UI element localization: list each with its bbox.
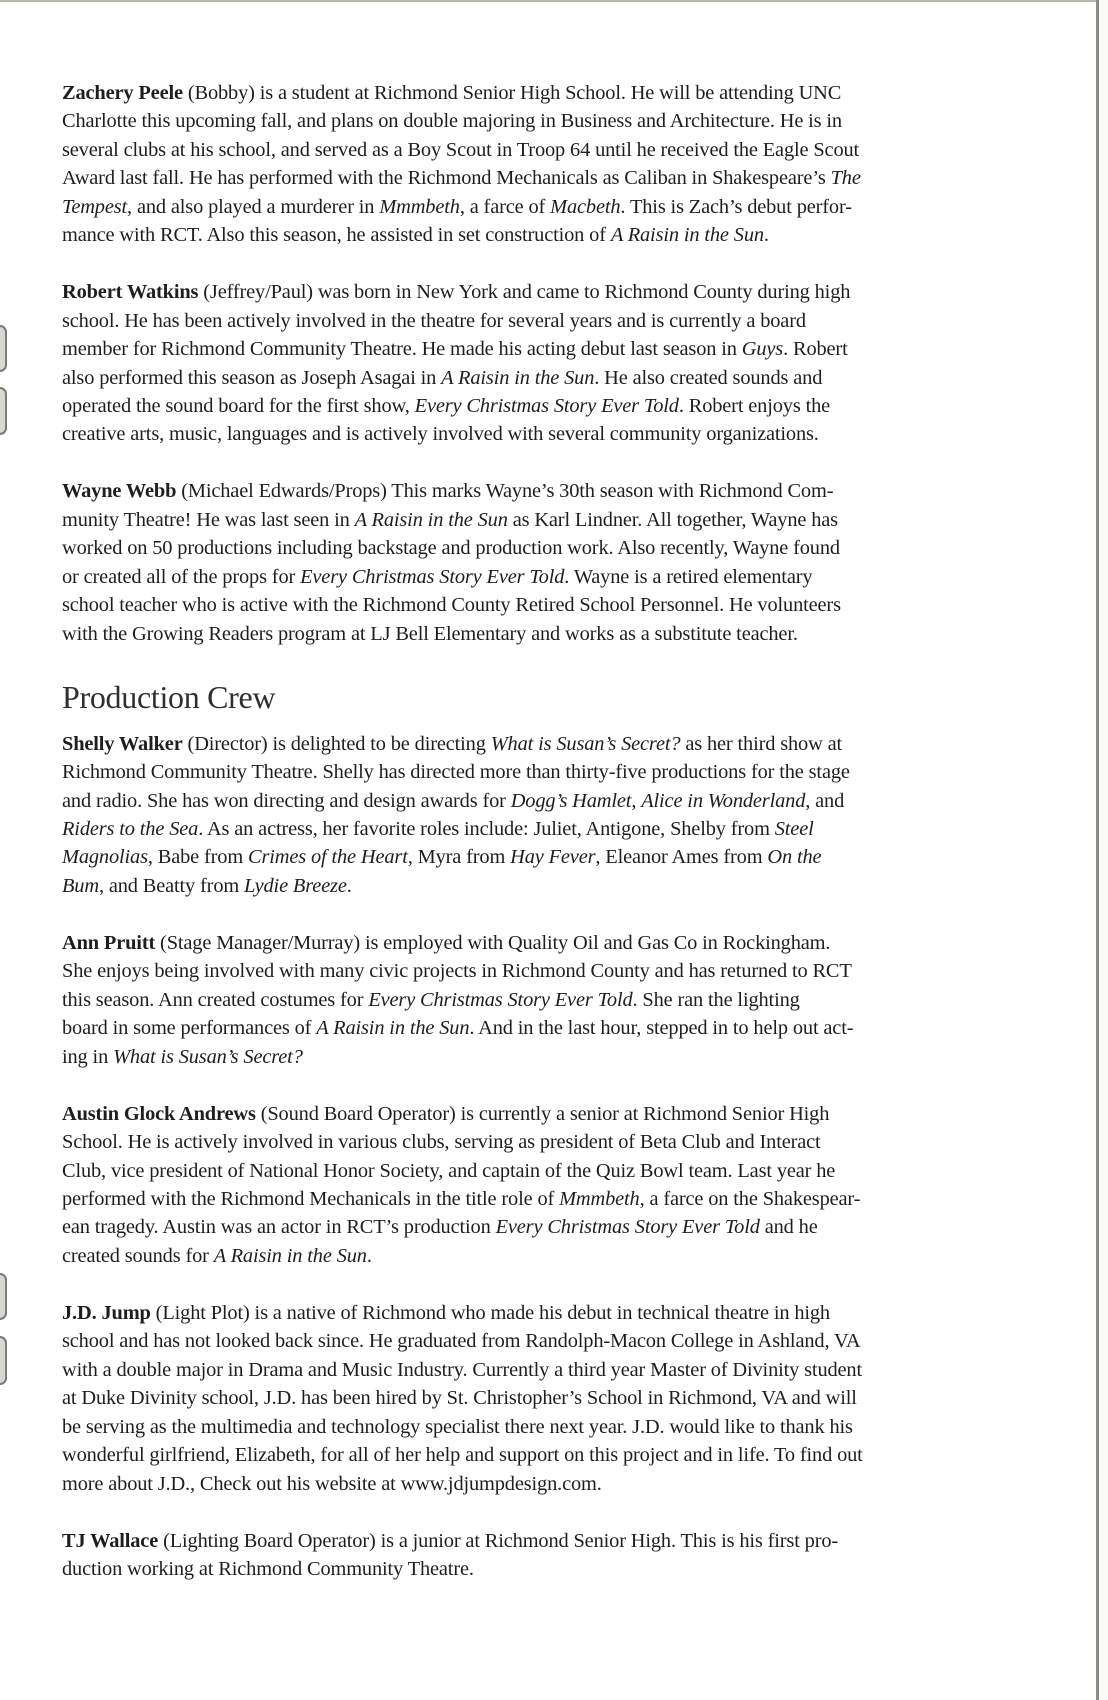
page-top-edge (0, 0, 1098, 2)
page-right-margin (1099, 0, 1108, 1700)
body-text: board in some performances of (62, 1017, 317, 1040)
text-line (62, 1242, 1022, 1270)
work-title: Bum (62, 874, 99, 897)
body-text: (Stage Manager/Murray) is employed with Quality Oil and Gas Co in Rockingham. (155, 931, 831, 954)
body-text: . (346, 874, 352, 897)
work-title: On the (767, 846, 822, 869)
text-line (62, 620, 1022, 648)
text-line (62, 1356, 1022, 1384)
text-line (62, 815, 1022, 843)
body-text: Award last fall. He has performed with the Richmond Mechanicals as Caliban in Shakespeare’s (62, 167, 831, 190)
text-line (62, 335, 1022, 363)
body-text: mance with RCT. Also this season, he assisted in set construction of (62, 224, 611, 247)
body-text: She enjoys being involved with many civic projects in Richmond County and has returned to RCT (62, 960, 852, 983)
text-line (62, 843, 1022, 871)
body-text: several clubs at his school, and served as a Boy Scout in Troop 64 until he received the Eagle Scout (62, 138, 860, 161)
text-line (62, 591, 1022, 619)
text-line (62, 221, 1022, 249)
work-title: Every Christmas Story Ever Told (300, 565, 565, 588)
body-text: (Director) is delighted to be directing (182, 732, 491, 755)
body-text: with a double major in Drama and Music Industry. Currently a third year Master of Divinity student (62, 1358, 862, 1381)
body-text: as Karl Lindner. All together, Wayne has (507, 508, 838, 531)
text-line (62, 1014, 1022, 1042)
text-line (62, 758, 1022, 786)
body-text: also performed this season as Joseph Asagai in (62, 366, 442, 389)
person-name: J.D. Jump (62, 1301, 151, 1324)
body-text: , a farce on the Shakespear- (639, 1188, 861, 1210)
bio-paragraph-robert-watkins (62, 278, 1022, 449)
body-text: . (366, 1244, 372, 1267)
work-title: A Raisin in the Sun (316, 1017, 470, 1040)
text-line (62, 1213, 1022, 1241)
work-title: Hay Fever (510, 846, 596, 869)
text-line (62, 1327, 1022, 1355)
text-line (62, 193, 1022, 221)
bio-paragraph-zachery-peele (62, 79, 1022, 250)
text-line (62, 1413, 1022, 1441)
work-title: Riders to the Sea (62, 818, 199, 841)
body-text: Richmond Community Theatre. Shelly has directed more than thirty-five productions for the stage (62, 761, 850, 784)
body-text: . (763, 224, 769, 247)
text-line (62, 477, 1022, 505)
body-text: this season. Ann created costumes for (62, 988, 369, 1011)
text-line (62, 1128, 1022, 1156)
body-text: school and has not looked back since. He graduated from Randolph-Macon College in Ashland, VA (62, 1330, 861, 1353)
work-title: A Raisin in the Sun (441, 366, 595, 389)
person-name: Austin Glock Andrews (62, 1102, 256, 1125)
text-line (62, 1299, 1022, 1327)
body-text: . Robert (783, 338, 848, 361)
work-title: Every Christmas Story Ever Told (495, 1216, 760, 1239)
text-line (62, 107, 1022, 135)
bio-paragraph-tj-wallace (62, 1527, 1022, 1584)
text-line (62, 136, 1022, 164)
body-text: at Duke Divinity school, J.D. has been hired by St. Christopher’s School in Richmond, VA and will (62, 1387, 857, 1410)
person-name: Robert Watkins (62, 281, 199, 304)
body-text: , Myra from (407, 846, 511, 869)
body-text: school teacher who is active with the Richmond County Retired School Personnel. He volunteers (62, 594, 841, 617)
body-text: munity Theatre! He was last seen in (62, 508, 355, 531)
binding-hole-mark (0, 325, 7, 372)
section-heading: Production Crew (62, 678, 276, 715)
work-title: Crimes of the Heart (248, 846, 408, 869)
work-title: A Raisin in the Sun (213, 1244, 367, 1267)
body-text: , and also played a murderer in (127, 195, 380, 218)
text-line (62, 307, 1022, 335)
text-line (62, 957, 1022, 985)
body-text: performed with the Richmond Mechanicals in the title role of (62, 1188, 560, 1210)
person-name: Ann Pruitt (62, 931, 156, 954)
body-text: . This is Zach’s debut perfor- (620, 195, 852, 218)
body-text: be serving as the multimedia and technology specialist there next year. J.D. would like to thank his (62, 1415, 853, 1438)
work-title: Every Christmas Story Ever Told (414, 395, 679, 418)
work-title: Magnolias (62, 846, 148, 869)
binding-hole-mark (0, 1336, 7, 1385)
body-text: ean tragedy. Austin was an actor in RCT’s production (62, 1216, 496, 1239)
body-text: , Babe from (147, 846, 249, 869)
body-text: , a farce of (459, 195, 551, 218)
text-line (62, 534, 1022, 562)
work-title: Dogg’s Hamlet (510, 789, 632, 812)
text-line (62, 1043, 1022, 1071)
bio-paragraph-ann-pruitt (62, 929, 1022, 1071)
text-line (62, 278, 1022, 306)
text-line (62, 79, 1022, 107)
body-text: with the Growing Readers program at LJ Bell Elementary and works as a substitute teacher. (62, 622, 798, 645)
document-body (62, 79, 1022, 1612)
body-text: (Jeffrey/Paul) was born in New York and came to Richmond County during high (198, 281, 851, 304)
body-text: worked on 50 productions including backstage and production work. Also recently, Wayne found (62, 537, 840, 560)
body-text: , Eleanor Ames from (595, 846, 768, 869)
body-text: (Sound Board Operator) is currently a senior at Richmond Senior High (255, 1102, 830, 1125)
body-text: . Robert enjoys the (678, 395, 831, 418)
work-title: Lydie Breeze (244, 874, 347, 897)
body-text: , and Beatty from (98, 874, 245, 897)
text-line (62, 986, 1022, 1014)
body-text: member for Richmond Community Theatre. He made his acting debut last season in (62, 338, 742, 361)
person-name: Shelly Walker (62, 732, 183, 755)
body-text: wonderful girlfriend, Elizabeth, for all of her help and support on this project and in life. To find out (62, 1444, 863, 1467)
person-name: Wayne Webb (62, 480, 177, 503)
body-text: Club, vice president of National Honor Society, and captain of the Quiz Bowl team. Last year he (62, 1159, 836, 1182)
body-text: or created all of the props for (62, 565, 301, 588)
body-text: . She ran the lighting (632, 988, 800, 1011)
body-text: , and (805, 789, 845, 812)
work-title: Mmmbeth (379, 195, 460, 218)
text-line (62, 1555, 1022, 1583)
body-text: Charlotte this upcoming fall, and plans on double majoring in Business and Architecture. He is in (62, 110, 842, 133)
person-name: TJ Wallace (62, 1529, 159, 1552)
body-text: (Michael Edwards/Props) This marks Wayne’s 30th season with Richmond Com- (176, 480, 834, 503)
body-text: (Bobby) is a student at Richmond Senior High School. He will be attending UNC (182, 82, 842, 104)
text-line (62, 364, 1022, 392)
binding-hole-mark (0, 387, 7, 435)
body-text: School. He is actively involved in various clubs, serving as president of Beta Club and Interact (62, 1131, 821, 1154)
work-title: Guys (741, 338, 784, 361)
work-title: Tempest (62, 195, 128, 218)
bio-paragraph-jd-jump (62, 1299, 1022, 1498)
body-text: . And in the last hour, stepped in to help out act- (469, 1017, 854, 1040)
text-line (62, 1185, 1022, 1213)
text-line (62, 506, 1022, 534)
person-name: Zachery Peele (62, 82, 183, 104)
bio-paragraph-austin-glock-andrews (62, 1100, 1022, 1271)
work-title: Mmmbeth (559, 1188, 640, 1210)
text-line (62, 1470, 1022, 1498)
text-line (62, 1441, 1022, 1469)
text-line (62, 392, 1022, 420)
text-line (62, 872, 1022, 900)
work-title: The (830, 167, 861, 190)
text-line (62, 563, 1022, 591)
body-text: (Lighting Board Operator) is a junior at Richmond Senior High. This is his first pro- (158, 1529, 839, 1552)
body-text: duction working at Richmond Community Theatre. (62, 1557, 474, 1580)
binding-hole-mark (0, 1273, 7, 1320)
body-text: as her third show at (680, 732, 843, 755)
bio-paragraph-shelly-walker (62, 730, 1022, 901)
text-line (62, 1157, 1022, 1185)
body-text: and radio. She has won directing and design awards for (62, 789, 511, 812)
body-text: creative arts, music, languages and is actively involved with several community organizations. (62, 423, 819, 446)
body-text: . Wayne is a retired elementary (564, 565, 813, 588)
work-title: Steel (774, 818, 814, 841)
text-line (62, 420, 1022, 448)
text-line (62, 730, 1022, 758)
text-line (62, 929, 1022, 957)
body-text: school. He has been actively involved in the theatre for several years and is currently a board (62, 309, 806, 332)
body-text: . He also created sounds and (594, 366, 823, 389)
work-title: What is Susan’s Secret? (113, 1045, 303, 1068)
work-title: A Raisin in the Sun (610, 224, 764, 247)
body-text: created sounds for (62, 1244, 214, 1267)
body-text: and he (759, 1216, 818, 1239)
work-title: Alice in Wonderland (641, 789, 806, 812)
body-text: ing in (62, 1045, 114, 1068)
body-text: operated the sound board for the first show, (62, 395, 415, 418)
body-text: , (631, 789, 642, 812)
bio-paragraph-wayne-webb (62, 477, 1022, 648)
body-text: . As an actress, her favorite roles include: Juliet, Antigone, Shelby from (198, 818, 775, 841)
work-title: What is Susan’s Secret? (490, 732, 681, 755)
work-title: Every Christmas Story Ever Told (368, 988, 633, 1011)
work-title: A Raisin in the Sun (354, 508, 508, 531)
text-line (62, 1527, 1022, 1555)
body-text: more about J.D., Check out his website at www.jdjumpdesign.com. (62, 1472, 602, 1495)
text-line (62, 1384, 1022, 1412)
text-line (62, 164, 1022, 192)
work-title: Macbeth (550, 195, 621, 218)
text-line (62, 1100, 1022, 1128)
body-text: (Light Plot) is a native of Richmond who made his debut in technical theatre in high (150, 1301, 830, 1324)
text-line (62, 787, 1022, 815)
